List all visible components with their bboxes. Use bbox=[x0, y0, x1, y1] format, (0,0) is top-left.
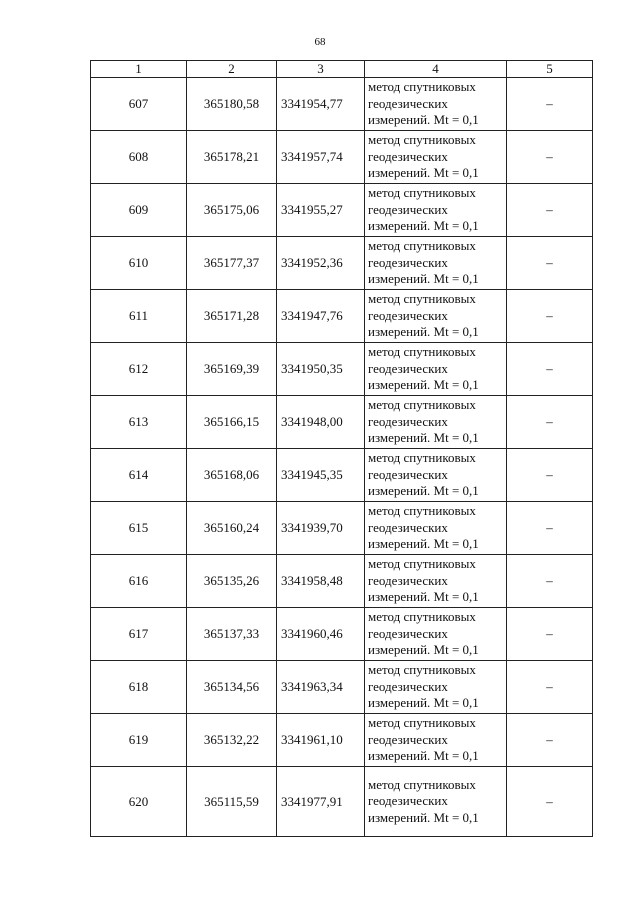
method-line-2: геодезических bbox=[368, 95, 448, 111]
point-number: 616 bbox=[91, 555, 187, 608]
column-5-value: – bbox=[507, 184, 593, 237]
x-coordinate: 365134,56 bbox=[187, 661, 277, 714]
x-coordinate: 365137,33 bbox=[187, 608, 277, 661]
column-5-value: – bbox=[507, 714, 593, 767]
coordinates-table bbox=[90, 60, 593, 837]
header-row bbox=[91, 61, 593, 78]
point-number: 610 bbox=[91, 237, 187, 290]
y-coordinate: 3341957,74 bbox=[277, 131, 365, 184]
x-coordinate: 365132,22 bbox=[187, 714, 277, 767]
method-line-3: измерений. Mt = 0,1 bbox=[368, 165, 479, 181]
x-coordinate: 365168,06 bbox=[187, 449, 277, 502]
table-row bbox=[91, 184, 593, 237]
point-number: 612 bbox=[91, 343, 187, 396]
method-line-3: измерений. Mt = 0,1 bbox=[368, 271, 479, 287]
point-number: 620 bbox=[91, 767, 187, 837]
method-line-3: измерений. Mt = 0,1 bbox=[368, 536, 479, 552]
method-cell bbox=[365, 131, 507, 184]
method-line-2: геодезических bbox=[368, 625, 448, 641]
point-number: 615 bbox=[91, 502, 187, 555]
method-cell bbox=[365, 343, 507, 396]
method-cell bbox=[365, 714, 507, 767]
column-5-value: – bbox=[507, 343, 593, 396]
method-line-2: геодезических bbox=[368, 678, 448, 694]
header-col-3: 3 bbox=[277, 61, 365, 78]
method-cell bbox=[365, 449, 507, 502]
point-number: 611 bbox=[91, 290, 187, 343]
method-line-2: геодезических bbox=[368, 519, 448, 535]
method-line-2: геодезических bbox=[368, 307, 448, 323]
method-line-1: метод спутниковых bbox=[368, 715, 476, 731]
method-cell bbox=[365, 290, 507, 343]
table-row bbox=[91, 78, 593, 131]
method-line-1: метод спутниковых bbox=[368, 291, 476, 307]
method-cell bbox=[365, 767, 507, 837]
table-row bbox=[91, 290, 593, 343]
method-cell bbox=[365, 184, 507, 237]
x-coordinate: 365160,24 bbox=[187, 502, 277, 555]
method-line-3: измерений. Mt = 0,1 bbox=[368, 695, 479, 711]
method-line-3: измерений. Mt = 0,1 bbox=[368, 809, 479, 825]
y-coordinate: 3341958,48 bbox=[277, 555, 365, 608]
point-number: 607 bbox=[91, 78, 187, 131]
page-number: 68 bbox=[314, 36, 326, 48]
column-5-value: – bbox=[507, 608, 593, 661]
y-coordinate: 3341950,35 bbox=[277, 343, 365, 396]
method-line-1: метод спутниковых bbox=[368, 344, 476, 360]
method-line-2: геодезических bbox=[368, 254, 448, 270]
method-line-2: геодезических bbox=[368, 793, 448, 809]
x-coordinate: 365177,37 bbox=[187, 237, 277, 290]
method-line-2: геодезических bbox=[368, 731, 448, 747]
method-line-1: метод спутниковых bbox=[368, 79, 476, 95]
y-coordinate: 3341963,34 bbox=[277, 661, 365, 714]
method-line-1: метод спутниковых bbox=[368, 450, 476, 466]
y-coordinate: 3341945,35 bbox=[277, 449, 365, 502]
method-line-1: метод спутниковых bbox=[368, 776, 476, 792]
header-col-4: 4 bbox=[365, 61, 507, 78]
method-cell bbox=[365, 237, 507, 290]
header-col-1: 1 bbox=[91, 61, 187, 78]
header-col-2: 2 bbox=[187, 61, 277, 78]
y-coordinate: 3341939,70 bbox=[277, 502, 365, 555]
method-line-2: геодезических bbox=[368, 201, 448, 217]
point-number: 618 bbox=[91, 661, 187, 714]
method-line-3: измерений. Mt = 0,1 bbox=[368, 218, 479, 234]
column-5-value: – bbox=[507, 131, 593, 184]
y-coordinate: 3341955,27 bbox=[277, 184, 365, 237]
method-line-3: измерений. Mt = 0,1 bbox=[368, 483, 479, 499]
table-row bbox=[91, 555, 593, 608]
method-line-2: геодезических bbox=[368, 148, 448, 164]
column-5-value: – bbox=[507, 237, 593, 290]
table-row bbox=[91, 714, 593, 767]
method-cell bbox=[365, 78, 507, 131]
y-coordinate: 3341961,10 bbox=[277, 714, 365, 767]
x-coordinate: 365169,39 bbox=[187, 343, 277, 396]
method-line-2: геодезических bbox=[368, 360, 448, 376]
method-line-3: измерений. Mt = 0,1 bbox=[368, 642, 479, 658]
method-line-3: измерений. Mt = 0,1 bbox=[368, 112, 479, 128]
point-number: 617 bbox=[91, 608, 187, 661]
method-line-1: метод спутниковых bbox=[368, 556, 476, 572]
method-cell bbox=[365, 555, 507, 608]
method-line-1: метод спутниковых bbox=[368, 238, 476, 254]
method-cell bbox=[365, 661, 507, 714]
y-coordinate: 3341947,76 bbox=[277, 290, 365, 343]
x-coordinate: 365166,15 bbox=[187, 396, 277, 449]
y-coordinate: 3341954,77 bbox=[277, 78, 365, 131]
table-row bbox=[91, 396, 593, 449]
method-line-1: метод спутниковых bbox=[368, 503, 476, 519]
column-5-value: – bbox=[507, 78, 593, 131]
x-coordinate: 365175,06 bbox=[187, 184, 277, 237]
method-line-3: измерений. Mt = 0,1 bbox=[368, 589, 479, 605]
point-number: 614 bbox=[91, 449, 187, 502]
column-5-value: – bbox=[507, 767, 593, 837]
method-cell bbox=[365, 608, 507, 661]
column-5-value: – bbox=[507, 396, 593, 449]
x-coordinate: 365135,26 bbox=[187, 555, 277, 608]
method-line-2: геодезических bbox=[368, 466, 448, 482]
table-row bbox=[91, 661, 593, 714]
point-number: 613 bbox=[91, 396, 187, 449]
point-number: 608 bbox=[91, 131, 187, 184]
column-5-value: – bbox=[507, 290, 593, 343]
column-5-value: – bbox=[507, 449, 593, 502]
method-line-1: метод спутниковых bbox=[368, 132, 476, 148]
method-line-3: измерений. Mt = 0,1 bbox=[368, 324, 479, 340]
method-line-2: геодезических bbox=[368, 572, 448, 588]
method-cell bbox=[365, 502, 507, 555]
method-line-2: геодезических bbox=[368, 413, 448, 429]
y-coordinate: 3341952,36 bbox=[277, 237, 365, 290]
y-coordinate: 3341960,46 bbox=[277, 608, 365, 661]
column-5-value: – bbox=[507, 502, 593, 555]
x-coordinate: 365171,28 bbox=[187, 290, 277, 343]
point-number: 619 bbox=[91, 714, 187, 767]
x-coordinate: 365115,59 bbox=[187, 767, 277, 837]
method-line-3: измерений. Mt = 0,1 bbox=[368, 430, 479, 446]
table-row bbox=[91, 131, 593, 184]
method-line-3: измерений. Mt = 0,1 bbox=[368, 748, 479, 764]
method-line-1: метод спутниковых bbox=[368, 397, 476, 413]
table-row bbox=[91, 449, 593, 502]
table-row bbox=[91, 343, 593, 396]
x-coordinate: 365180,58 bbox=[187, 78, 277, 131]
table-row bbox=[91, 502, 593, 555]
method-cell bbox=[365, 396, 507, 449]
y-coordinate: 3341948,00 bbox=[277, 396, 365, 449]
column-5-value: – bbox=[507, 555, 593, 608]
column-5-value: – bbox=[507, 661, 593, 714]
x-coordinate: 365178,21 bbox=[187, 131, 277, 184]
table-body bbox=[91, 78, 593, 837]
table-row bbox=[91, 608, 593, 661]
method-line-1: метод спутниковых bbox=[368, 609, 476, 625]
y-coordinate: 3341977,91 bbox=[277, 767, 365, 837]
point-number: 609 bbox=[91, 184, 187, 237]
header-col-5: 5 bbox=[507, 61, 593, 78]
method-line-1: метод спутниковых bbox=[368, 662, 476, 678]
method-line-1: метод спутниковых bbox=[368, 185, 476, 201]
table-row bbox=[91, 237, 593, 290]
table-row bbox=[91, 767, 593, 837]
method-line-3: измерений. Mt = 0,1 bbox=[368, 377, 479, 393]
